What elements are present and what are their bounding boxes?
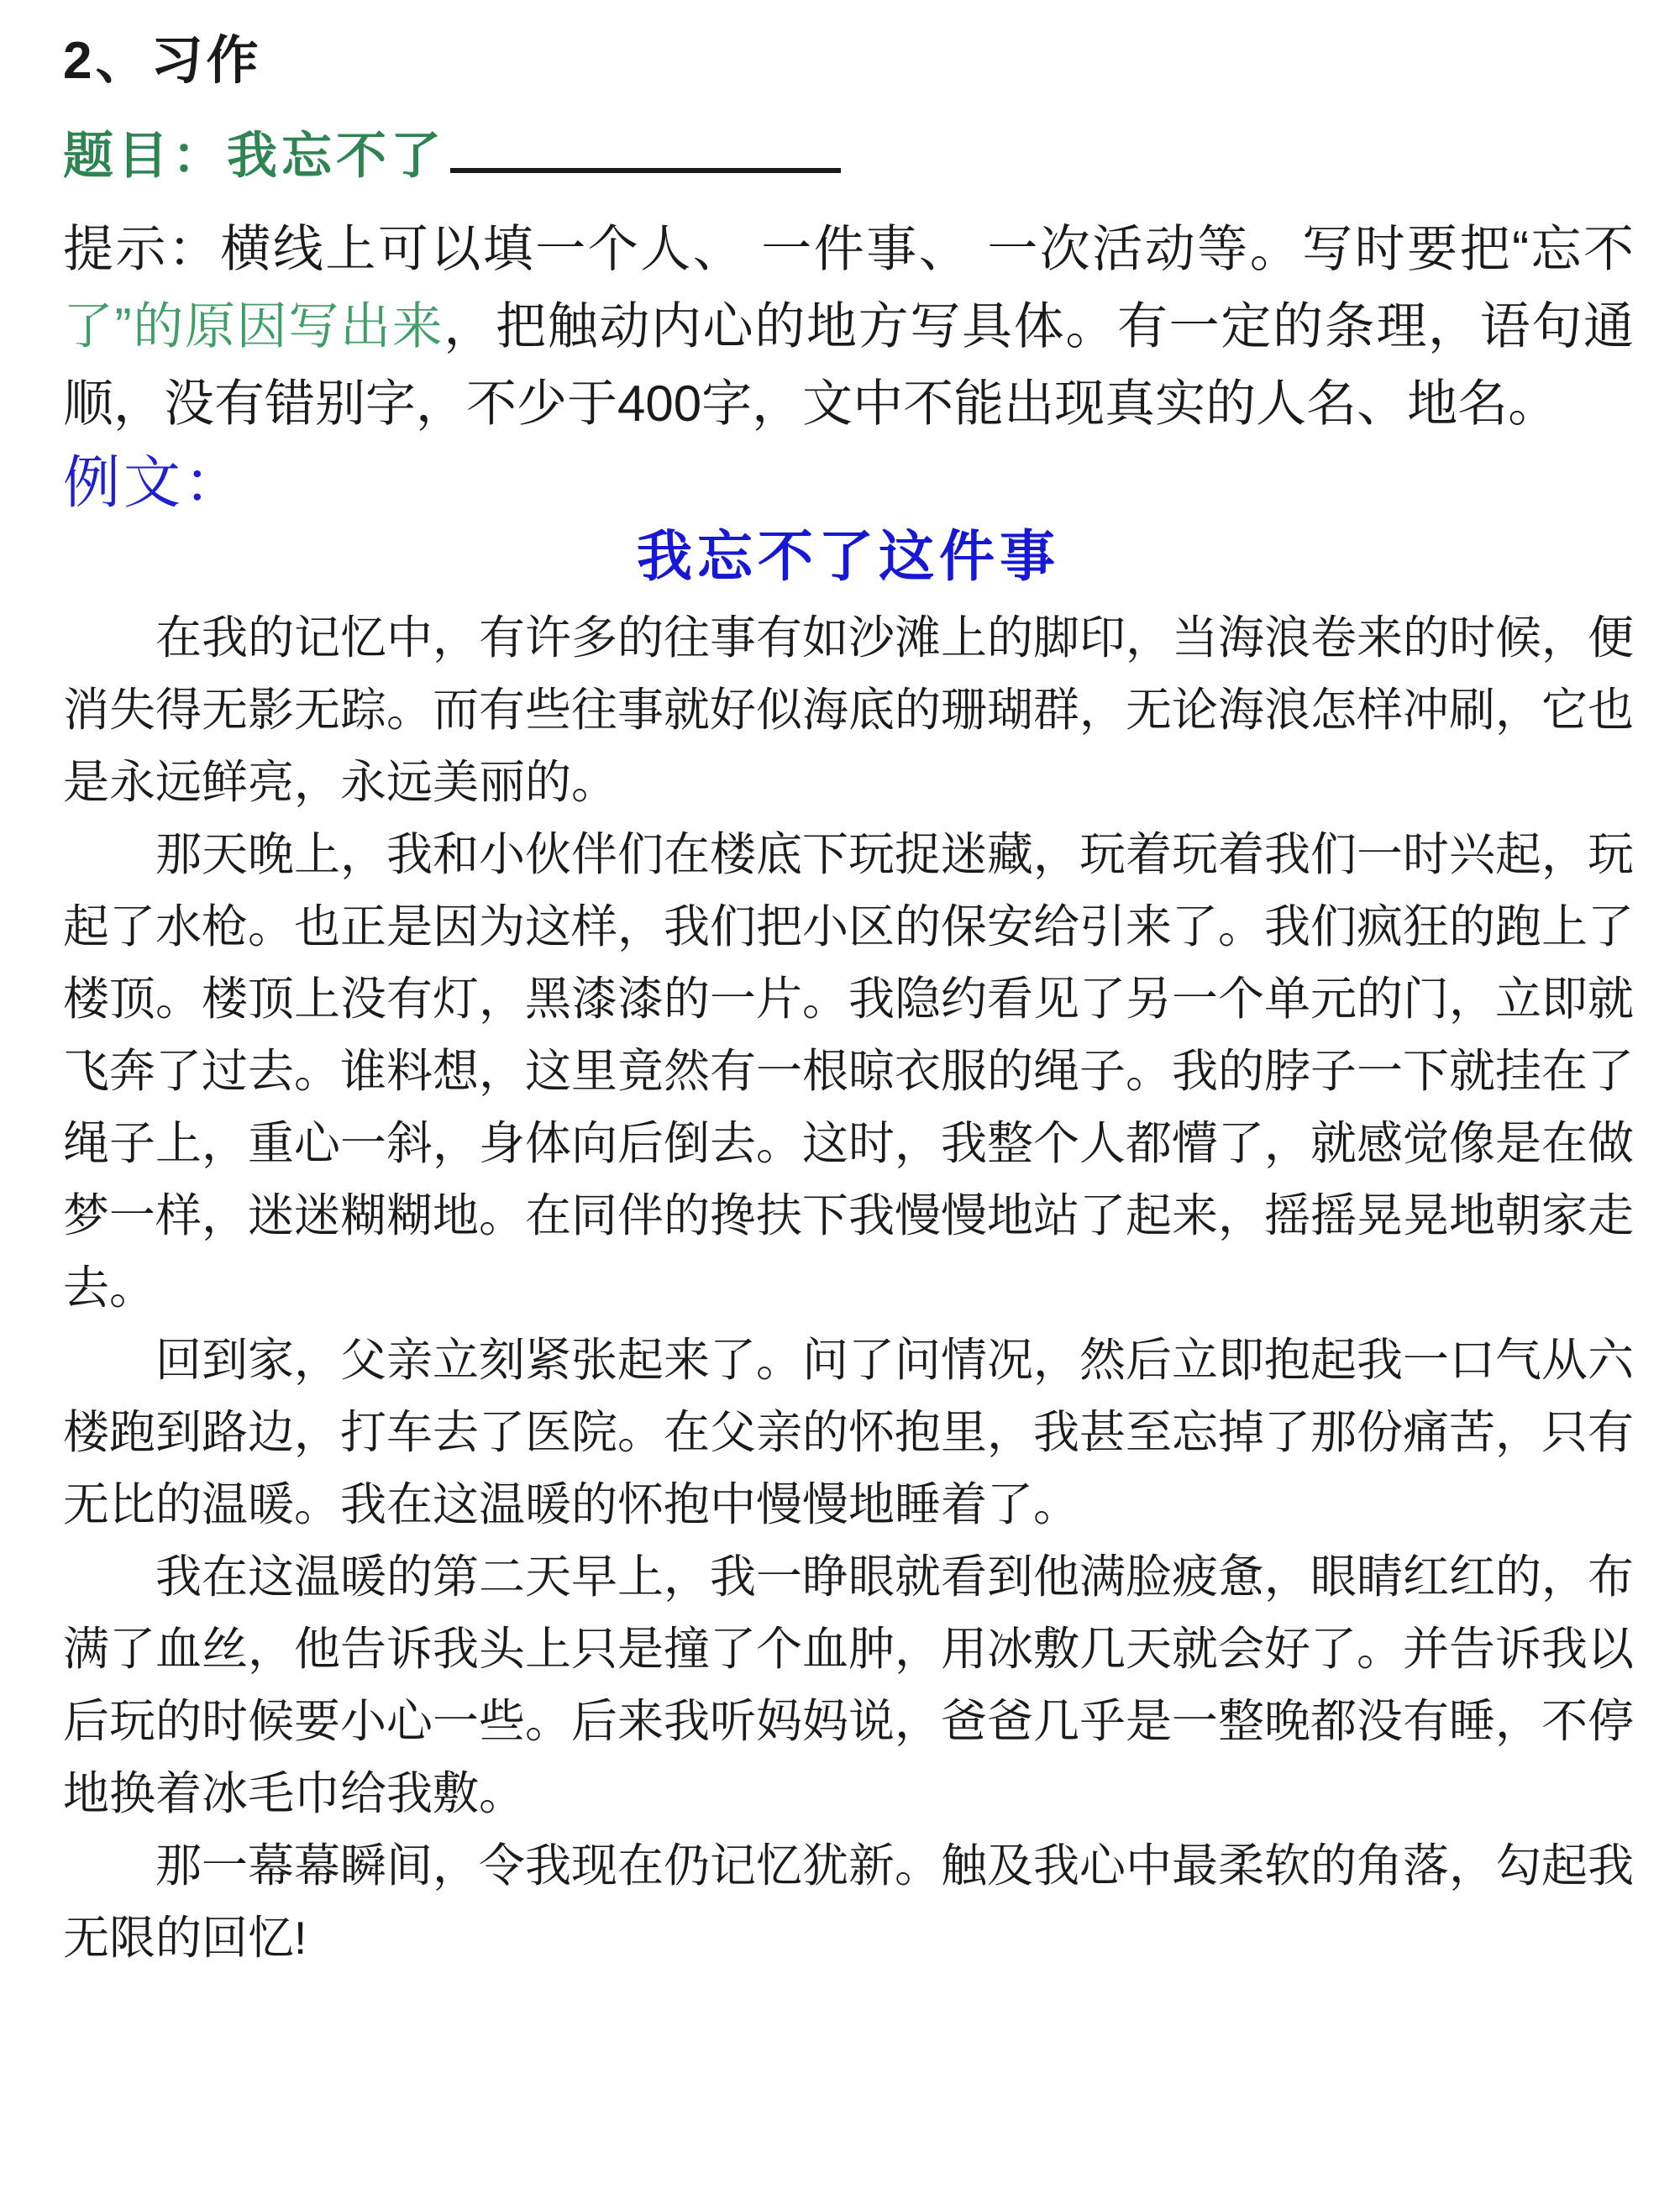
example-essay-label: 例文：	[63, 451, 245, 516]
topic-blank-underline	[450, 125, 841, 173]
essay-paragraph: 我在这温暖的第二天早上，我一睁眼就看到他满脸疲惫，眼睛红红的，布满了血丝，他告诉我头上只是撞了个血肿，用冰敷几天就会好了。并告诉我以后玩的时候要小心一些。后来我听妈妈说，爸爸几乎是一整晚都没有睡，不停地换着冰毛巾给我敷。	[63, 1551, 1635, 1820]
topic-label: 题目：我忘不了	[63, 128, 445, 185]
topic-line	[63, 124, 1634, 187]
hint-text-before: 提示：横线上可以填一个人、 一件事、 一次活动等。写时要把“忘不	[63, 221, 1634, 278]
essay-body	[63, 601, 1634, 1974]
hint-paragraph	[63, 211, 1634, 443]
essay-paragraph: 那天晚上，我和小伙伴们在楼底下玩捉迷藏，玩着玩着我们一时兴起，玩起了水枪。也正是因为这样，我们把小区的保安给引来了。我们疯狂的跑上了楼顶。楼顶上没有灯，黑漆漆的一片。我隐约看见了另一个单元的门，立即就飞奔了过去。谁料想，这里竟然有一根晾衣服的绳子。我的脖子一下就挂在了绳子上，重心一斜，身体向后倒去。这时，我整个人都懵了，就感觉像是在做梦一样，迷迷糊糊地。在同伴的搀扶下我慢慢地站了起来，摇摇晃晃地朝家走去。	[63, 828, 1635, 1315]
hint-text-after: ，把触动内心的地方写具体。有一定的条理，语句通顺，没有错别字，不少于400字，文中不能出现真实的人名、地名。	[63, 298, 1635, 433]
hint-text-highlight: 了”的原因写出来	[63, 298, 444, 355]
essay-title: 我忘不了这件事	[637, 524, 1060, 587]
essay-paragraph: 那一幕幕瞬间，令我现在仍记忆犹新。触及我心中最柔软的角落，勾起我无限的回忆!	[63, 1839, 1635, 1965]
essay-paragraph: 在我的记忆中，有许多的往事有如沙滩上的脚印，当海浪卷来的时候，便消失得无影无踪。而有些往事就好似海底的珊瑚群，无论海浪怎样冲刷，它也是永远鲜亮，永远美丽的。	[63, 611, 1635, 809]
essay-paragraph: 回到家，父亲立刻紧张起来了。问了问情况，然后立即抱起我一口气从六楼跑到路边，打车去了医院。在父亲的怀抱里，我甚至忘掉了那份痛苦，只有无比的温暖。我在这温暖的怀抱中慢慢地睡着了。	[63, 1334, 1635, 1531]
section-heading: 2、习作	[63, 32, 262, 90]
